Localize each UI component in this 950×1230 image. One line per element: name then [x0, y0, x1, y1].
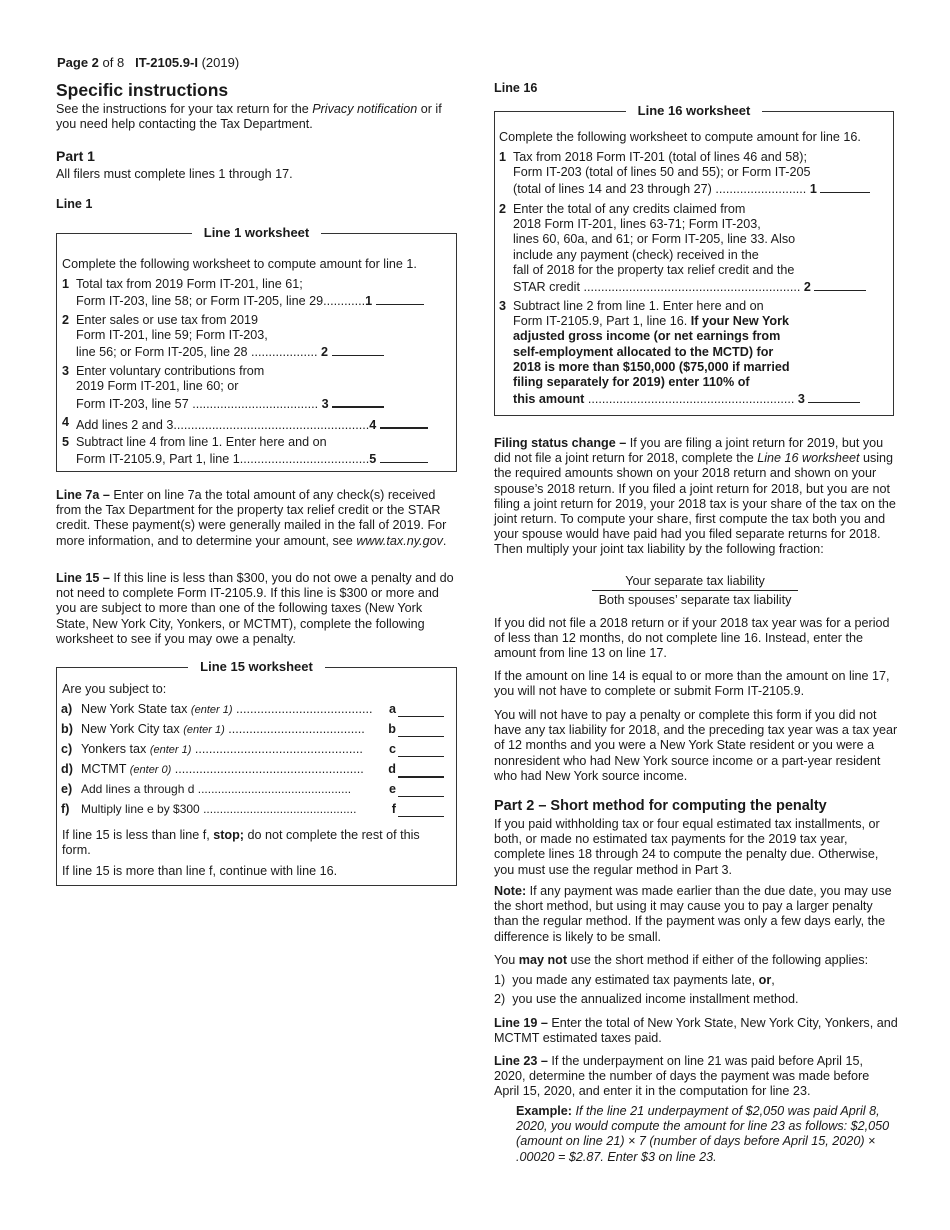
- ws15-field-f[interactable]: [398, 804, 444, 817]
- line14-paragraph: If the amount on line 14 is equal to or more than the amount on line 17, you will not have to complete or submit Form IT-2105.9.: [494, 669, 890, 699]
- ws15-field-b[interactable]: [398, 724, 444, 737]
- specific-instructions-title: Specific instructions: [56, 80, 229, 100]
- line19-paragraph: Line 19 – Enter the total of New York State, New York City, Yonkers, and MCTMT estimated taxes paid.: [494, 1016, 898, 1046]
- ws15-stop-text: If line 15 is less than line f, stop; do not complete the rest of this form.: [62, 828, 420, 858]
- ws1-item-1: 1 Total tax from 2019 Form IT-201, line 61; Form IT-203, line 58; or Form IT-205, line 29............1: [62, 277, 450, 309]
- ws1-line-1-field[interactable]: [376, 292, 424, 305]
- tax-website-link[interactable]: www.tax.ny.gov: [356, 533, 443, 548]
- ws1-line-5-field[interactable]: [380, 450, 428, 463]
- line16-worksheet: [494, 103, 894, 416]
- ws16-item-3: 3 Subtract line 2 from line 1. Enter here and on Form IT-2105.9, Part 1, line 16. If your New York adjusted gross income (or net earnings from self-employment allocated to the MCTD) for 2018 is more than $150,000 ($75,000 if married filing separately for 2019) enter 110% of this amount ........................................................... 3: [499, 299, 889, 407]
- ws16-line-3-field[interactable]: [808, 390, 860, 403]
- condition-2: 2) you use the annualized income installment method.: [494, 992, 799, 1006]
- line1-label: Line 1: [56, 197, 93, 211]
- ws15-field-d[interactable]: [398, 764, 444, 778]
- ws15-continue-text: If line 15 is more than line f, continue with line 16.: [62, 864, 338, 878]
- ws1-line-2-field[interactable]: [332, 343, 384, 356]
- fraction-numerator: Your separate tax liability: [592, 574, 798, 591]
- ws1-item-4: 4 Add lines 2 and 3........................................................4: [62, 415, 450, 433]
- ws1-intro: Complete the following worksheet to compute amount for line 1.: [62, 257, 417, 271]
- part2-note: Note: If any payment was made earlier than the due date, you may use the short method, but using it may cause you to pay a larger penalty than the regular method. If the payment was only a few days early, the difference is likely to be small.: [494, 884, 892, 944]
- fraction-denominator: Both spouses’ separate tax liability: [598, 593, 792, 608]
- line23-example: Example: If the line 21 underpayment of $2,050 was paid April 8, 2020, you would compute the amount for line 23 as follows: $2,050 (amount on line 21) × 7 (number of days before April 15, 2020) × .00020 = $2.87. Enter $3 on line 23.: [516, 1104, 890, 1164]
- page-of: of 8: [102, 55, 125, 70]
- page-number: Page 2: [57, 55, 99, 70]
- line15-worksheet-title: Line 15 worksheet: [57, 659, 456, 675]
- ws15-field-a[interactable]: [398, 704, 444, 717]
- ws15-row-d: d) MCTMT (enter 0) ...................................................... d: [61, 762, 452, 780]
- may-not-paragraph: You may not use the short method if either of the following applies:: [494, 953, 869, 967]
- part2-intro: If you paid withholding tax or four equal estimated tax installments, or both, or made no estimated tax payments for the 2019 tax year, complete lines 18 through 24 to compute the penalty due. Otherwise, you must use the regular method in Part 3.: [494, 817, 880, 877]
- line16-label: Line 16: [494, 81, 538, 95]
- line15-paragraph: Line 15 – If this line is less than $300, you do not owe a penalty and do not need to complete Form IT-2105.9. If this line is $300 or more and you are subject to more than one of the following taxes (New York State, New York City, Yonkers, or MCTMT), complete the following worksheet to see if you may owe a penalty.: [56, 571, 454, 646]
- part2-title: Part 2 – Short method for computing the penalty: [494, 798, 827, 814]
- ws1-line-3-field[interactable]: [332, 394, 384, 408]
- ws16-intro: Complete the following worksheet to compute amount for line 16.: [499, 130, 861, 144]
- page-header: [57, 55, 239, 70]
- ws15-row-b: b) New York City tax (enter 1) ....................................... b: [61, 722, 452, 740]
- ws1-line-4-field[interactable]: [380, 415, 428, 429]
- filing-status-paragraph: Filing status change – If you are filing a joint return for 2019, but you did not file a joint return for 2018, complete the Line 16 worksheet using the required amounts shown on your 2018 return and shown on your spouse’s 2018 return. If you filed a joint return for 2018, but you are not filing a joint return for 2019, your 2018 tax is your share of the tax on the joint return. To compute your share, first compute the tax both you and your spouse would have paid had you filed separate returns for 2018. Then multiply your joint tax liability by the following fraction:: [494, 436, 896, 557]
- form-id: IT-2105.9-I: [135, 55, 198, 70]
- ws16-item-2: 2 Enter the total of any credits claimed from 2018 Form IT-201, lines 63-71; Form IT-203, lines 60, 60a, and 61; or Form IT-205, line 33. Also include any payment (check) received in the fall of 2018 for the property tax relief credit and the STAR credit .............................................................. 2: [499, 202, 889, 295]
- ws16-line-2-field[interactable]: [814, 278, 866, 291]
- specific-intro: See the instructions for your tax return for the Privacy notification or if you need help contacting the Tax Department.: [56, 102, 442, 132]
- no-penalty-paragraph: You will not have to pay a penalty or complete this form if you did not have any tax liability for 2018, and the preceding tax year was a tax year of 12 months and you were a New York State resident or you were a nonresident who had New York source income or a part-year resident who had New York source income.: [494, 708, 898, 783]
- ws15-field-c[interactable]: [398, 744, 444, 757]
- condition-1: 1) you made any estimated tax payments late, or,: [494, 973, 775, 987]
- ws16-line-1-field[interactable]: [820, 180, 870, 193]
- ws15-field-e[interactable]: [398, 784, 444, 797]
- line15-worksheet: [56, 659, 457, 886]
- line1-worksheet: [56, 225, 457, 472]
- ws1-item-5: 5 Subtract line 4 from line 1. Enter here and on Form IT-2105.9, Part 1, line 1.....................................5: [62, 435, 450, 467]
- part1-title: Part 1: [56, 148, 95, 164]
- ws15-row-f: f) Multiply line e by $300 .............................................. f: [61, 802, 452, 820]
- line7a-paragraph: Line 7a – Enter on line 7a the total amount of any check(s) received from the Tax Department for the property tax relief credit or the STAR credit. These payment(s) were generally mailed in the fall of 2019. For more information, and to determine your amount, see www.tax.ny.gov.: [56, 488, 447, 548]
- ws15-row-c: c) Yonkers tax (enter 1) ................................................ c: [61, 742, 452, 760]
- ws15-row-a: a) New York State tax (enter 1) ....................................... a: [61, 702, 452, 720]
- no-2018-return-paragraph: If you did not file a 2018 return or if your 2018 tax year was for a period of less than 12 months, do not complete line 16. Instead, enter the amount from line 13 on line 17.: [494, 616, 890, 661]
- ws15-row-e: e) Add lines a through d .............................................. e: [61, 782, 452, 800]
- ws1-item-3: 3 Enter voluntary contributions from 2019 Form IT-201, line 60; or Form IT-203, line 57 .................................... 3: [62, 364, 450, 413]
- ws15-intro: Are you subject to:: [62, 682, 167, 696]
- ws16-item-1: 1 Tax from 2018 Form IT-201 (total of lines 46 and 58); Form IT-203 (total of lines 50 and 55); or Form IT-205 (total of lines 14 and 23 through 27) .......................... 1: [499, 150, 889, 198]
- line16-worksheet-title: Line 16 worksheet: [495, 103, 893, 119]
- form-year: (2019): [201, 55, 240, 70]
- line1-worksheet-title: Line 1 worksheet: [57, 225, 456, 241]
- part1-text: All filers must complete lines 1 through 17.: [56, 167, 293, 181]
- ws1-item-2: 2 Enter sales or use tax from 2019 Form IT-201, line 59; Form IT-203, line 56; or Form IT-205, line 28 ................... 2: [62, 313, 450, 361]
- fraction: [592, 574, 798, 608]
- line23-paragraph: Line 23 – If the underpayment on line 21 was paid before April 15, 2020, determine the number of days the payment was made before April 15, 2020, and enter it in the computation for line 23.: [494, 1054, 870, 1099]
